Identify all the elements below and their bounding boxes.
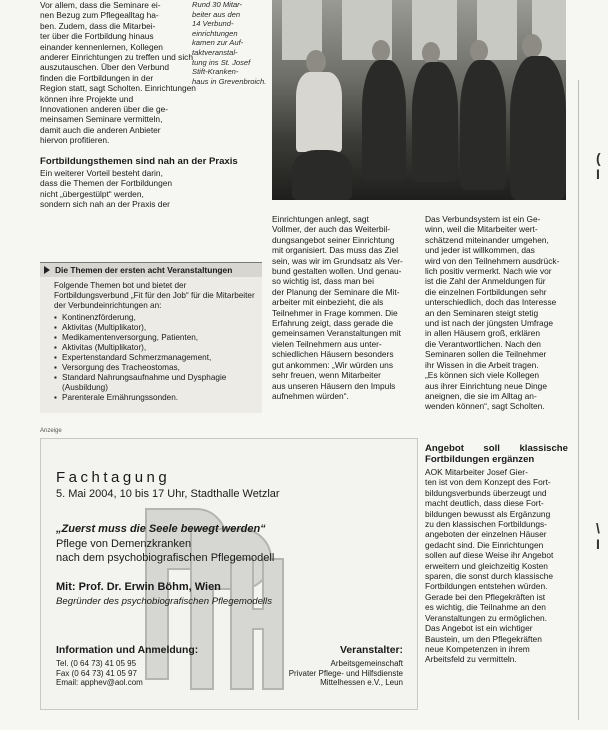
ad-organizer-heading: Veranstalter:	[340, 645, 403, 656]
article-paragraph	[425, 467, 568, 665]
text-line: Vor allem, dass die Seminare ei-	[40, 0, 161, 10]
ad-organizer-lines	[289, 659, 403, 688]
events-box-title: Die Themen der ersten acht Veranstaltungen	[55, 265, 233, 275]
text-line: anderer Einrichtungen zu treffen und sich	[40, 52, 194, 63]
text-line: gedacht sind. Die Einrichtungen	[425, 539, 544, 550]
text-line: Baustein, um den Pflegekräften	[425, 633, 542, 644]
text-line: es wichtig, die Teilnahme an den	[425, 602, 546, 613]
list-item: ▪ Kontinenzförderung,	[54, 313, 256, 323]
text-line: aus ihrer Einrichtung neue Dinge	[425, 380, 547, 391]
seminar-photo	[272, 0, 566, 200]
pph-logo-icon	[136, 489, 286, 699]
text-line: Seminaren sollen die Teilnehmer	[425, 349, 547, 360]
text-line: ben. Zudem, dass die Mitarbei-	[40, 20, 156, 31]
text-line: und jeder ist willkommen, das	[425, 245, 535, 256]
list-item: ▪ Versorgung des Tracheostomas,	[54, 363, 256, 373]
caption-line: haus in Grevenbroich.	[192, 76, 267, 86]
edge-glyph: \	[596, 520, 600, 536]
ad-speaker-role: Begründer des psychobiografischen Pflegemodells	[56, 596, 272, 607]
text-line: wird von den Teilnehmern ausdrück-	[425, 255, 560, 266]
text-line: macht deutlich, dass diese Fort-	[425, 498, 544, 509]
text-line: Einrichtungen anlegt, sagt	[272, 214, 369, 224]
text-line: ist die Zahl der Anmeldungen für	[425, 276, 546, 287]
text-line: der Planung der Seminare die Mit-	[272, 286, 400, 297]
text-line: Erfahrung zeigt, dass gerade die	[272, 318, 394, 329]
events-intro: Folgende Themen bot und bietet der Fortbildungsverbund „Fit für den Job“ für die Mitarbeiter der Verbundeinrichtungen an:	[54, 281, 255, 310]
text-line: Das Angebot ist ein wichtiger	[425, 623, 533, 634]
text-line: dass die Themen der Fortbildungen	[40, 178, 173, 189]
list-item: ▪ Standard Nahrungsaufnahme und Dysphagie (Ausbildung)	[54, 373, 256, 393]
text-line: bildungsverbunds überzeugt und	[425, 487, 547, 498]
text-line: wenden können“, sagt Scholten.	[425, 401, 545, 412]
text-line: Teilnehmer in Frage kommen. Die	[272, 307, 398, 318]
text-line: so wichtig ist, dass man bei	[272, 276, 374, 287]
text-line: und ist nach der jüngsten Umfrage	[425, 318, 554, 329]
caption-line: Stift-Kranken-	[192, 67, 239, 77]
text-line: angeboten der einzelnen Häuser	[425, 529, 547, 540]
triangle-icon	[44, 266, 50, 274]
text-line: einander kennenlernen, Kollegen	[40, 41, 163, 52]
list-item: ▪ Aktivitas (Multiplikator),	[54, 343, 256, 353]
text-line: an den Seminaren steigt stetig	[425, 307, 539, 318]
text-line: unterschiedlich, doch das Interesse	[425, 297, 557, 308]
text-line: „Es können sich viele Kollegen	[425, 370, 540, 381]
text-line: bund gestalten wollen. Und genau-	[272, 266, 402, 277]
text-line: aufnehmen würden“.	[272, 390, 349, 401]
ad-contact-heading: Information und Anmeldung:	[56, 645, 199, 656]
ad-quote: „Zuerst muss die Seele bewegt werden“	[56, 523, 266, 535]
events-box	[40, 262, 262, 413]
text-line: dungsangebot seiner Einrichtung	[272, 234, 395, 245]
page-edge-rule	[578, 80, 579, 720]
text-line: sehr freuen, wenn Mitarbeiter	[272, 370, 381, 381]
contact-line: Email: apphev@aol.com	[56, 678, 143, 688]
ad-subtitle: nach dem psychobiografischen Pflegemodell	[56, 552, 275, 564]
organizer-line: Arbeitsgemeinschaft	[330, 659, 403, 668]
ad-date: 5. Mai 2004, 10 bis 17 Uhr, Stadthalle Wetzlar	[56, 488, 280, 500]
ad-subtitle: Pflege von Demenzkranken	[56, 538, 192, 550]
edge-glyph: I	[596, 536, 600, 552]
ad-label: Anzeige	[40, 428, 62, 434]
caption-line: einrichtungen	[192, 28, 238, 38]
list-item: ▪ Expertenstandard Schmerzmanagement,	[54, 353, 256, 363]
caption-line: 14 Verbund-	[192, 19, 234, 29]
text-line: Gerade bei den Pflegekräften ist	[425, 591, 546, 602]
list-item: ▪ Medikamentenversorgung, Patienten,	[54, 333, 256, 343]
text-line: schätzend miteinander umgehen,	[425, 234, 549, 245]
text-line: bildungen bewusst als Ergänzung	[425, 508, 551, 519]
subheading-praxis: Fortbildungsthemen sind nah an der Praxis	[40, 155, 238, 167]
organizer-line: Mittelhessen e.V., Leun	[320, 678, 403, 688]
contact-line: Fax (0 64 73) 41 05 97	[56, 668, 137, 678]
article-paragraph	[40, 168, 262, 210]
caption-line: beiter aus den	[192, 9, 241, 19]
edge-glyph: (	[596, 150, 601, 166]
text-line: gut ankommen: „Wir würden uns	[272, 359, 394, 370]
list-item: ▪ Aktivitas (Multiplikator),	[54, 323, 256, 333]
ad-contact-lines	[56, 659, 143, 688]
text-line: erweitern und gleichzeitig Kosten	[425, 560, 548, 571]
text-line: sparen, die sonst durch klassische	[425, 571, 554, 582]
right-column-lower	[425, 443, 568, 665]
text-line: aus unseren Häusern den Impuls	[272, 380, 396, 391]
caption-line: tung ins St. Josef	[192, 57, 251, 67]
text-line: Region statt, sagt Scholten. Einrichtungen	[40, 83, 196, 94]
ad-speaker: Mit: Prof. Dr. Erwin Böhm, Wien	[56, 581, 221, 593]
text-line: arbeiter mit einbezieht, die als	[272, 297, 384, 308]
photo-caption	[192, 0, 268, 86]
text-line: sollen auf diese Weise ihr Angebot	[425, 550, 554, 561]
events-box-header	[40, 263, 262, 277]
text-line: ten ist von dem Konzept des Fort-	[425, 477, 551, 488]
list-item: ▪ Parenterale Ernährungssonden.	[54, 393, 256, 403]
text-line: schiedlichen Häusern besonders	[272, 349, 394, 360]
text-line: aneignen, die sie im Alltag an-	[425, 390, 537, 401]
events-list	[40, 313, 262, 403]
contact-line: Tel. (0 64 73) 41 05 95	[56, 659, 137, 668]
text-line: Ein weiterer Vorteil besteht darin,	[40, 167, 163, 178]
caption-line: kamen zur Auf-	[192, 38, 244, 48]
edge-glyph: I	[596, 166, 600, 182]
caption-line: taktveranstal-	[192, 47, 238, 57]
text-line: nicht „übergestülpt“ werden,	[40, 188, 144, 199]
text-line: Das Verbundsystem ist ein Ge-	[425, 214, 541, 224]
text-line: Fortbildungen entstehen würden.	[425, 581, 548, 592]
text-line: auszutauschen. Über den Verbund	[40, 62, 169, 73]
text-line: neue Kompetenzen in ihrem	[425, 643, 530, 654]
text-line: meinsamen Seminare vermitteln,	[40, 114, 163, 125]
text-line: die Verantwortlichen. Nach den	[425, 338, 541, 349]
text-line: können ihre Projekte und	[40, 93, 134, 104]
text-line: gemeinsamen Veranstaltungen mit	[272, 328, 401, 339]
text-line: Arbeitsfeld zu vermitteln.	[425, 654, 517, 665]
text-line: vielen Teilnehmern aus unter-	[272, 338, 382, 349]
subheading-angebot: Angebot soll klassische Fortbildungen ergänzen	[425, 443, 568, 465]
text-line: Innovationen anderen über die ge-	[40, 104, 169, 115]
text-line: hiervon profitieren.	[40, 135, 110, 146]
conference-ad	[40, 438, 418, 710]
text-line: winn, weil die Mitarbeiter wert-	[425, 224, 538, 235]
caption-line: Rund 30 Mitar-	[192, 0, 243, 9]
text-line: sein, was wir im Grundsatz als Ver-	[272, 255, 403, 266]
text-line: Veranstaltungen zu ermöglichen.	[425, 612, 547, 623]
ad-title: Fachtagung	[56, 469, 171, 486]
right-column	[425, 214, 568, 412]
text-line: lich positiv vermerkt. Nach wie vor	[425, 266, 552, 277]
text-line: Vollmer, der auch das Weiterbil-	[272, 224, 391, 235]
text-line: ter über die Fortbildung hinaus	[40, 31, 154, 42]
text-line: finden die Fortbildungen in der	[40, 72, 154, 83]
text-line: damit auch die anderen Anbieter	[40, 124, 161, 135]
text-line: ihr Wissen in die Arbeit tragen.	[425, 359, 539, 370]
text-line: AOK Mitarbeiter Josef Gier-	[425, 467, 528, 477]
text-line: die einzelnen Fortbildungen sehr	[425, 286, 547, 297]
organizer-line: Privater Pflege- und Hilfsdienste	[288, 668, 403, 678]
text-line: mit organisiert. Das muss das Ziel	[272, 245, 399, 256]
text-line: sondern sich nah an der Praxis der	[40, 198, 170, 209]
text-line: in allen Häusern groß, erklären	[425, 328, 540, 339]
text-line: nen Bezug zum Pflegealltag ha-	[40, 10, 159, 21]
text-line: zu den klassischen Fortbildungs-	[425, 519, 547, 530]
middle-column	[272, 214, 418, 401]
